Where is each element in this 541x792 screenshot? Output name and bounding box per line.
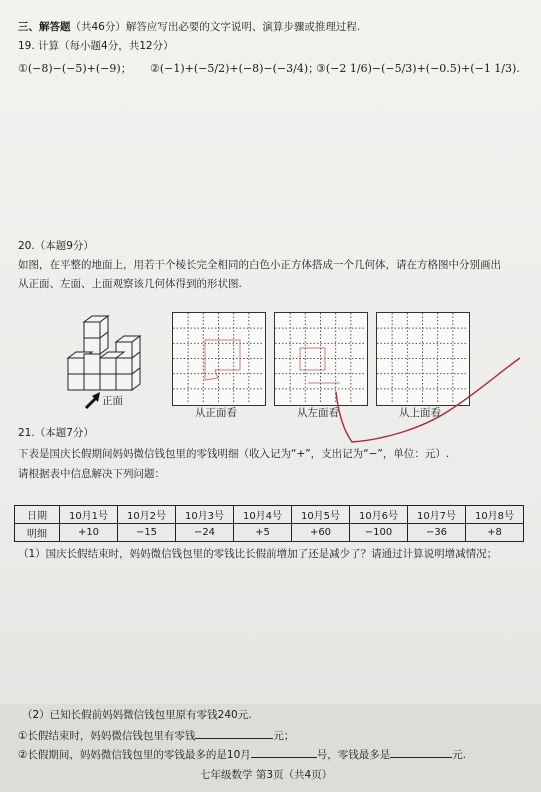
blank-date[interactable] [251, 746, 317, 758]
table-cell: −15 [118, 524, 176, 542]
blank-max[interactable] [390, 746, 452, 758]
table-cell: 10月2号 [118, 506, 176, 524]
table-cell: 10月7号 [408, 506, 466, 524]
q19-part2: ②(−1)+(−5/2)+(−8)−(−3/4)； [150, 62, 320, 75]
q21-header: 21.（本题7分） [18, 427, 94, 439]
table-cell: 10月3号 [176, 506, 234, 524]
sub2a-suffix: 元； [273, 730, 295, 742]
row-label-date: 日期 [15, 506, 60, 524]
table-cell: 10月1号 [60, 506, 118, 524]
section-header [18, 20, 360, 34]
q19-header: 19. 计算（每小题4分，共12分） [18, 40, 174, 52]
table-cell: +8 [466, 524, 524, 542]
q21-text-line1: 下表是国庆长假期间妈妈微信钱包里的零钱明细（收入记为“+”，支出记为“−”，单位：元）. [18, 448, 450, 460]
page-footer: 七年级数学 第3页（共4页） [200, 769, 333, 781]
sub2a-prefix: ①长假结束时，妈妈微信钱包里有零钱 [18, 730, 196, 742]
table-row-details [15, 524, 524, 542]
grid-top-view[interactable] [376, 312, 470, 406]
table-row-dates [15, 506, 524, 524]
table-cell: +60 [292, 524, 350, 542]
q21-text-line2: 请根据表中信息解决下列问题： [18, 468, 165, 480]
grid-label-front: 从正面看 [195, 407, 237, 419]
q19-part3: ③(−2 1/6)−(−5/3)+(−0.5)+(−1 1/3). [316, 62, 520, 75]
q21-sub2a [18, 727, 294, 743]
q21-sub2: （2）已知长假前妈妈微信钱包里原有零钱240元. [22, 709, 252, 721]
table-cell: −24 [176, 524, 234, 542]
table-cell: −100 [350, 524, 408, 542]
table-cell: +5 [234, 524, 292, 542]
wallet-table [14, 505, 524, 542]
answer-area[interactable] [14, 566, 526, 700]
table-cell: +10 [60, 524, 118, 542]
grid-label-left: 从左面看 [297, 407, 339, 419]
q20-text-line1: 如图，在平整的地面上，用若干个棱长完全相同的白色小正方体搭成一个几何体，请在方格图中分别画出 [18, 259, 501, 271]
sub2b-mid: 号，零钱最多是 [316, 749, 391, 761]
grid-left-view[interactable] [274, 312, 368, 406]
blank-balance[interactable] [195, 727, 273, 739]
section-note: （共46分）解答应写出必要的文字说明、演算步骤或推理过程. [70, 21, 361, 33]
table-cell: 10月5号 [292, 506, 350, 524]
table-cell: −36 [408, 524, 466, 542]
q19-part1: ①(−8)−(−5)+(−9)； [18, 62, 132, 75]
table-cell: 10月6号 [350, 506, 408, 524]
sub2b-prefix: ②长假期间，妈妈微信钱包里的零钱最多的是10月 [18, 749, 251, 761]
section-title: 三、解答题 [18, 21, 71, 33]
grid-label-top: 从上面看 [399, 407, 441, 419]
sub2b-suffix: 元. [452, 749, 467, 761]
q21-sub2b [18, 746, 466, 762]
table-cell: 10月4号 [234, 506, 292, 524]
table-cell: 10月8号 [466, 506, 524, 524]
front-view-label: 正面 [102, 395, 123, 407]
q21-sub1: （1）国庆长假结束时，妈妈微信钱包里的零钱比长假前增加了还是减少了？请通过计算说明增减情况； [18, 548, 498, 560]
row-label-detail: 明细 [15, 524, 60, 542]
q20-header: 20.（本题9分） [18, 240, 94, 252]
q20-text-line2: 从正面、左面、上面观察该几何体得到的形状图. [18, 278, 242, 290]
grid-front-view[interactable] [172, 312, 266, 406]
